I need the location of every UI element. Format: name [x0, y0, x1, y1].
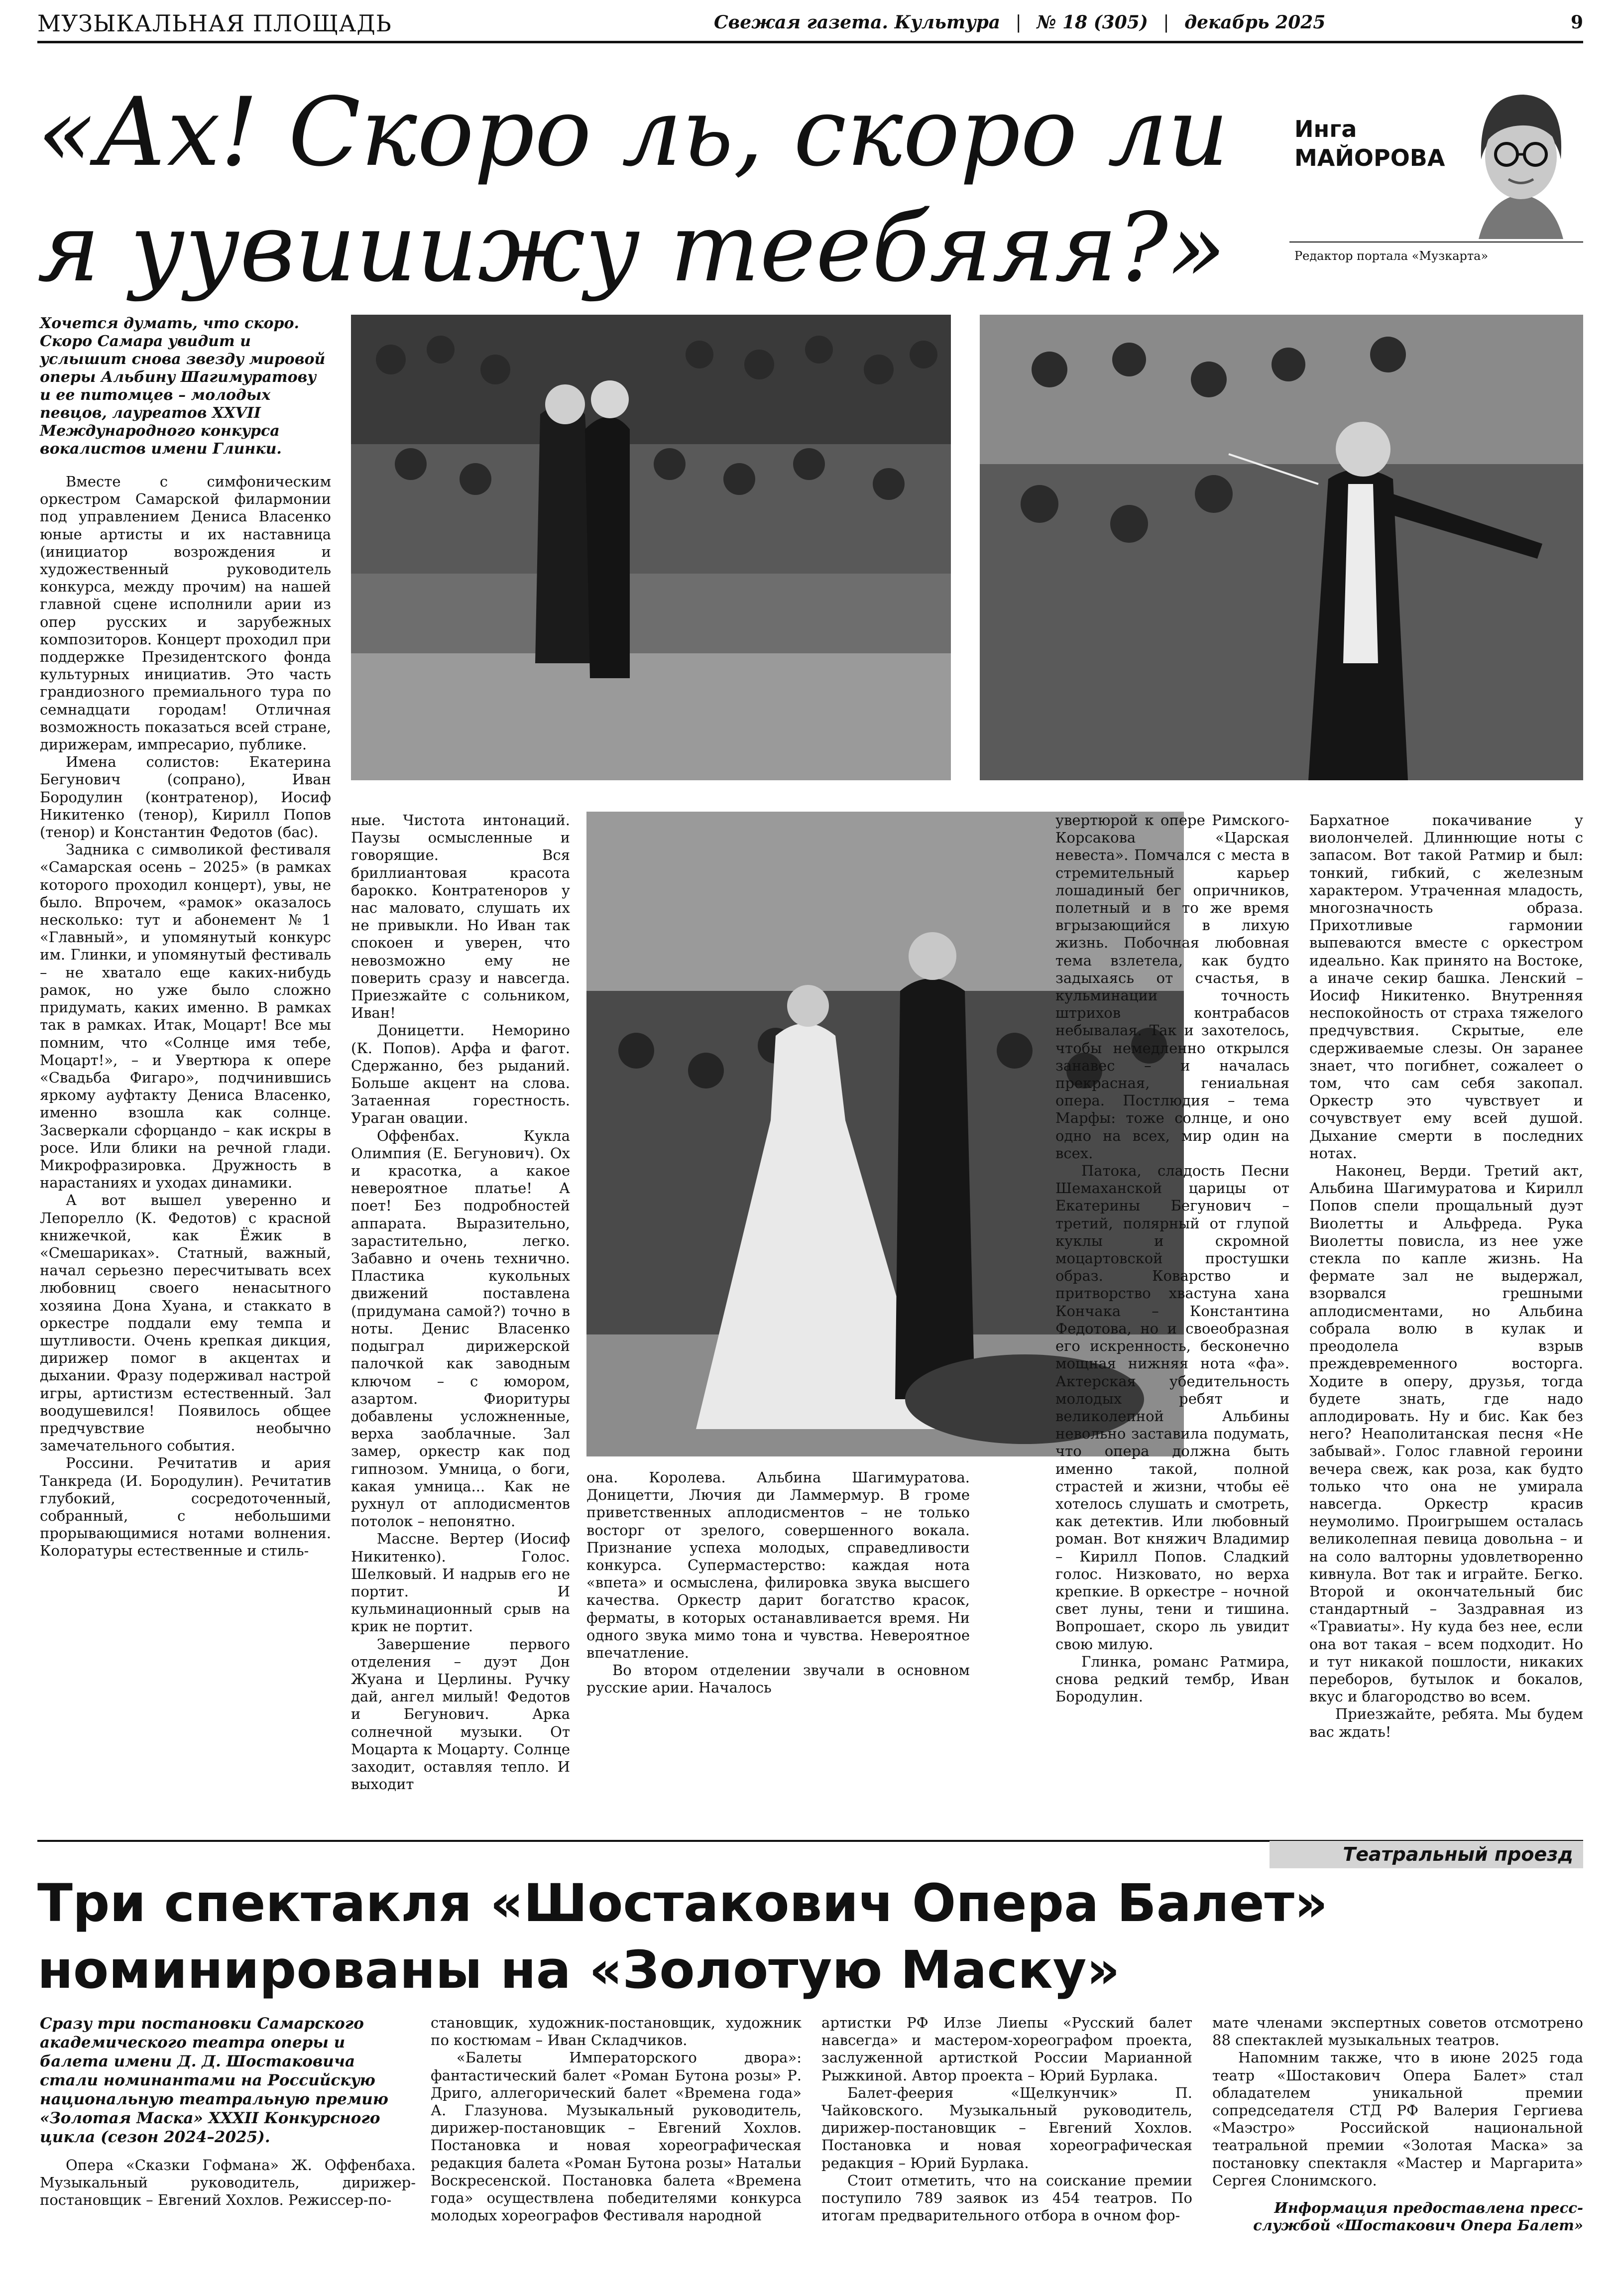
author-photo	[1459, 75, 1583, 239]
issue-date: декабрь 2025	[1184, 12, 1326, 33]
article-column-3: она. Королева. Альбина Шагимуратова. Доницетти, Лючия ди Ламмермур. В громе приветственных аплодисментов – не только восторг от зрелого, совершенного вокала. Признание успеха молодых, справедливости конкурса. Супермастерство: каждая нота «впета» и осмыслена, филировка звука высшего качества. Оркестр дарит богатство красок, ферматы, в которых останавливается время. Ни одного звука мимо тона и чувства. Невероятное впечатление. Во втором отделении звучали в основном русские арии. Началось	[586, 1469, 970, 1696]
article2-column-2: становщик, художник-постановщик, художник по костюмам – Иван Складчиков. «Балеты Императорского двора»: фантастический балет «Роман Бутона розы» Р. Дриго, аллегорический балет «Времена года» А. Глазунова. Музыкальный руководитель, дирижер-постановщик – Евгений Хохлов. Постановка и новая хореографическая редакция балета «Роман Бутона розы» Натальи Воскресенской. Постановка балета «Времена года» осуществлена победителями конкурса молодых хореографов Фестиваля народной	[431, 2014, 802, 2224]
article2-lead: Сразу три постановки Самарского академического театра оперы и балета имени Д. Д. Шостаковича стали номинантами на Российскую национальную театральную премию «Золотая Маска» XXXII Конкурсного цикла (сезон 2024–2025).	[40, 2015, 388, 2146]
author-role: Редактор портала «Музкарта»	[1294, 249, 1489, 263]
article-column-4: увертюрой к опере Римского-Корсакова «Царская невеста». Помчался с места в стремительный карьер лошадиный бег опричников, полетный и в то же время вгрызающийся в лихую жизнь. Побочная любовная тема взлетела, как будто задыхаясь от счастья, в кульминации точность штрихов контрабасов небывалая. Так и захотелось, чтобы немедленно открылся занавес – и началась прекрасная, гениальная опера. Постлюдия – тема Марфы: тоже солнце, и оно одно на всех, мир один на всех. Патока, сладость Песни Шемаханской царицы от Екатерины Бегунович – третий, полярный от глупой куклы и скромной моцартовской простушки образ. Коварство и притворство хвастуна хана Кончака – Константина Федотова, но и своеобразная его искренность, бесконечно мощная нижняя нота «фа». Актерская убедительность молодых ребят и великолепной Альбины невольно заставила подумать, что опера должна быть именно такой, полной страстей и жизни, чтобы её хотелось слушать и смотреть, как детектив. Или любовный роман. Вот княжич Владимир – Кирилл Попов. Сладкий голос. Низковато, но верха крепкие. В оркестре – ночной свет луны, тени и тишина. Вопрошает, скоро ль увидит свою милую. Глинка, романс Ратмира, снова редкий тембр, Иван Бородулин.	[1055, 812, 1289, 1705]
article2-column-1: Сразу три постановки Самарского академического театра оперы и балета имени Д. Д. Шостаковича стали номинантами на Российскую национальную театральную премию «Золотая Маска» XXXII Конкурсного цикла (сезон 2024–2025). Опера «Сказки Гофмана» Ж. Оффенбаха. Музыкальный руководитель, дирижер-постановщик – Евгений Хохлов. Режиссер-по-	[40, 2015, 416, 2209]
issue-info: Свежая газета. Культура | № 18 (305) | декабрь 2025 9	[713, 12, 1583, 33]
article2-title: Три спектакля «Шостакович Опера Балет» номинированы на «Золотую Маску»	[37, 1873, 1328, 2000]
paper-name: Свежая газета. Культура	[713, 12, 1001, 33]
article-title: «Ах! Скоро ль, скоро ли я уувииижу теебяяя?»	[37, 77, 1229, 303]
header-rule	[37, 41, 1583, 43]
photo-duet-bow	[351, 315, 951, 780]
photo-conductor	[980, 315, 1583, 780]
article2-column-3: артистки РФ Илзе Лиепы «Русский балет навсегда» и мастером-хореографом проекта, заслуженной артисткой России Марианной Рыжкиной. Автор проекта – Юрий Бурлака. Балет-феерия «Щелкунчик» П. Чайковского. Музыкальный руководитель, дирижер-постановщик – Евгений Хохлов. Постановка и новая хореографическая редакция – Юрий Бурлака. Стоит отметить, что на соискание премии поступило 789 заявок из 454 театров. По итогам предварительного отбора в очном фор-	[821, 2014, 1192, 2224]
rubric-label: Театральный проезд	[1270, 1841, 1583, 1868]
page-header	[37, 7, 1583, 37]
article-lead: Хочется думать, что скоро. Скоро Самара увидит и услышит снова звезду мировой оперы Альбину Шагимуратову и ее питомцев – молодых певцов, лауреатов XXVII Международного конкурса вокалистов имени Глинки.	[40, 315, 326, 458]
author-block	[1289, 75, 1583, 274]
article-column-2: ные. Чистота интонаций. Паузы осмысленные и говорящие. Вся бриллиантовая красота барокко. Контратеноров у нас маловато, слушать их не привыкли. Но Иван так спокоен и уверен, что невозможно ему не поверить сразу и навсегда. Приезжайте с сольником, Иван! Доницетти. Неморино (К. Попов). Арфа и фагот. Сдержанно, без рыданий. Больше акцент на слова. Затаенная горестность. Ураган овации. Оффенбах. Кукла Олимпия (Е. Бегунович). Ох и красотка, а какое невероятное платье! А поет! Без подробностей аппарата. Выразительно, зарастительно, легко. Забавно и очень технично. Пластика кукольных движений поставлена (придумана самой?) точно в ноты. Денис Власенко подыграл дирижерской палочкой как заводным ключом – с юмором, азартом. Фиоритуры добавлены усложненные, верха заоблачные. Зал замер, оркестр как под гипнозом. Умница, о боги, какая умница... Как не рухнул от аплодисментов потолок – непонятно. Массне. Вертер (Иосиф Никитенко). Голос. Шелковый. И надрыв его не портит. И кульминационный срыв на крик не портит. Завершение первого отделения – дуэт Дон Жуана и Церлины. Ручку дай, ангел милый! Федотов и Бегунович. Арка солнечной музыки. От Моцарта к Моцарту. Солнце заходит, оставляя тепло. И выходит	[351, 812, 570, 1793]
page-number: 9	[1570, 12, 1583, 33]
article2-column-4: мате членами экспертных советов отсмотрено 88 спектаклей музыкальных театров. Напомним также, что в июне 2025 года театр «Шостакович Опера Балет» стал обладателем уникальной премии сопредседателя СТД РФ Валерия Гергиева «Маэстро» Российской национальной театральной премии «Золотая Маска» за постановку спектакля «Мастер и Маргарита» Сергея Слонимского. Информация предоставлена пресс-службой «Шостакович Опера Балет»	[1212, 2014, 1583, 2234]
issue-number: № 18 (305)	[1037, 12, 1148, 33]
section-name: МУЗЫКАЛЬНАЯ ПЛОЩАДЬ	[37, 10, 392, 37]
press-credit: Информация предоставлена пресс-службой «Шостакович Опера Балет»	[1253, 2199, 1583, 2234]
article-column-1: Хочется думать, что скоро. Скоро Самара увидит и услышит снова звезду мировой оперы Альбину Шагимуратову и ее питомцев – молодых певцов, лауреатов XXVII Международного конкурса вокалистов имени Глинки. Вместе с симфоническим оркестром Самарской филармонии под управлением Дениса Власенко юные артисты и их наставница (инициатор возрождения и художественный руководитель конкурса, между прочим) на нашей главной сцене исполнили арии из опер русских и зарубежных композиторов. Концерт проходил при поддержке Президентского фонда культурных инициатив. Это часть грандиозного премиального тура по семнадцати городам! Отличная возможность показаться всей стране, дирижерам, импресарио, публике. Имена солистов: Екатерина Бегунович (сопрано), Иван Бородулин (контратенор), Иосиф Никитенко (тенор), Кирилл Попов (тенор) и Константин Федотов (бас). Задника с символикой фестиваля «Самарская осень – 2025» (в рамках которого проходил концерт), увы, не было. Впрочем, «рамок» оказалось несколько: тут и абонемент № 1 «Главный», и упомянутый конкурс им. Глинки, и упомянутый фестиваль – не хватало еще каких-нибудь рамок, но уже было сложно придумать, каких именно. В рамках так в рамках. Итак, Моцарт! Все мы помним, что «Солнце имя тебе, Моцарт!», – и Увертюра к опере «Свадьба Фигаро», подчинившись яркому ауфтакту Дениса Власенко, именно взошла как солнце. Засверкали сфорцандо – как искры в росе. Или блики на речной глади. Микрофразировка. Дружность в нарастаниях и уходах динамики. А вот вышел уверенно и Лепорелло (К. Федотов) с красной книжечкой, как Ёжик в «Смешариках». Статный, важный, начал серьезно пересчитывать всех любовниц своего ненасытного хозяина Дона Хуана, и стаккато в оркестре поддали ему темпа и шутливости. Очень крепкая дикция, дирижер помог в акцентах и дыхании. Фразу подерживал настрой игры, артистизм естественный. Зал воодушевился! Появилось общее предчувствие необычно замечательного события. Россини. Речитатив и ария Танкреда (И. Бородулин). Речитатив глубокий, сосредоточенный, собранный, с небольшими прорывающимися нотами волнения. Колоратуры естественные и стиль-	[40, 315, 331, 1560]
article-column-5: Бархатное покачивание у виолончелей. Длиннющие ноты с запасом. Вот такой Ратмир и был: тонкий, гибкий, с железным характером. Утраченная младость, многозначность образа. Прихотливые гармонии выпеваются вместе с оркестром идеально. Как принято на Востоке, а иначе секир башка. Ленский – Иосиф Никитенко. Внутренняя неспокойность от страха тяжелого предчувствия. Скрытые, еле сдерживаемые слезы. Он заранее знает, что погибнет, сожалеет о том, что сам себя закопал. Оркестр это чувствует и сочувствует ему всей душой. Дыхание смерти в последних нотах. Наконец, Верди. Третий акт, Альбина Шагимуратова и Кирилл Попов спели прощальный дуэт Виолетты и Альфреда. Рука Виолетты повисла, из нее уже стекла по капле жизнь. На фермате зал не выдержал, взорвался грешными аплодисментами, но Альбина собрала волю в кулак и преодолела взрыв преждевременного восторга. Ходите в оперу, друзья, тогда будете знать, где надо аплодировать. Ну и бис. Как без него? Неаполитанская песня «Не забывай». Голос главной героини вечера свеж, как роза, как будто только что она не умирала навсегда. Оркестр красив неумолимо. Проигрышем осталась великолепная певица довольна – и на соло валторны удовлетворенно кивнула. Вот так и играйте. Бегко. Второй и окончательный бис стандартный – Заздравная из «Травиаты». Ну куда без нее, если она вот такая – всем подходит. Но и тут никакой пошлости, никаких переборов, бутылок и бокалов, вкус и благородство во всем. Приезжайте, ребята. Мы будем вас ждать!	[1309, 812, 1583, 1740]
author-name: Инга МАЙОРОВА	[1294, 116, 1445, 171]
